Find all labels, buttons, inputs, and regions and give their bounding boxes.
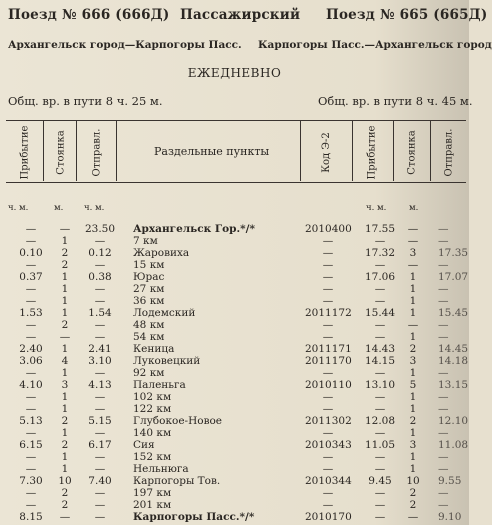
departure-time: — bbox=[94, 511, 106, 523]
stop-minutes: 2 bbox=[61, 487, 69, 499]
return-arrival-time: 17.06 bbox=[364, 271, 396, 283]
return-arrival-time: 12.08 bbox=[364, 415, 396, 427]
return-arrival-time: 11.05 bbox=[364, 439, 396, 451]
unit-label: ч. м. bbox=[366, 203, 387, 213]
station-code: — bbox=[322, 499, 334, 511]
station-code: — bbox=[322, 283, 334, 295]
table-row bbox=[0, 511, 469, 523]
station-code: 2011170 bbox=[305, 355, 352, 367]
stop-minutes: 2 bbox=[61, 247, 69, 259]
departure-time: — bbox=[94, 499, 106, 511]
return-stop-minutes: 1 bbox=[409, 307, 417, 319]
return-arrival-time: — bbox=[374, 367, 386, 379]
arrival-time: — bbox=[25, 463, 37, 475]
stop-minutes: 1 bbox=[61, 427, 69, 439]
train-type: Пассажирский bbox=[180, 7, 301, 23]
col-header-arrival: Прибытие bbox=[19, 125, 31, 179]
arrival-time: 4.10 bbox=[19, 379, 43, 391]
return-stop-minutes: 1 bbox=[409, 271, 417, 283]
table-row bbox=[0, 331, 469, 343]
stop-minutes: 4 bbox=[61, 355, 69, 367]
arrival-time: 0.10 bbox=[19, 247, 43, 259]
station-name: Сия bbox=[133, 439, 155, 451]
col-header-departure: Отправл. bbox=[91, 128, 103, 176]
return-stop-minutes: 1 bbox=[409, 463, 417, 475]
station-name: Кеница bbox=[133, 343, 175, 355]
return-stop-minutes: — bbox=[407, 511, 419, 523]
stop-minutes: 2 bbox=[61, 259, 69, 271]
col-divider bbox=[43, 121, 44, 181]
col-header-stop: Стоянка bbox=[55, 129, 67, 175]
arrival-time: 1.53 bbox=[19, 307, 43, 319]
station-name: 48 км bbox=[133, 319, 165, 331]
table-row bbox=[0, 463, 469, 475]
return-arrival-time: — bbox=[374, 295, 386, 307]
departure-time: 3.10 bbox=[88, 355, 112, 367]
return-stop-minutes: — bbox=[407, 259, 419, 271]
departure-time: — bbox=[94, 283, 106, 295]
stop-minutes: 1 bbox=[61, 295, 69, 307]
header-top-rule bbox=[6, 120, 466, 121]
stop-minutes: 1 bbox=[61, 271, 69, 283]
table-row bbox=[0, 391, 469, 403]
departure-time: 7.40 bbox=[88, 475, 112, 487]
return-stop-minutes: 3 bbox=[409, 247, 417, 259]
return-stop-minutes: 2 bbox=[409, 415, 417, 427]
station-name: Нельнюга bbox=[133, 463, 189, 475]
arrival-time: — bbox=[25, 283, 37, 295]
departure-time: — bbox=[94, 463, 106, 475]
stop-minutes: 1 bbox=[61, 463, 69, 475]
return-stop-minutes: — bbox=[407, 223, 419, 235]
return-arrival-time: — bbox=[374, 487, 386, 499]
return-departure-time: — bbox=[438, 391, 449, 403]
stop-minutes: 1 bbox=[61, 451, 69, 463]
return-departure-time: — bbox=[438, 319, 449, 331]
station-name: Луковецкий bbox=[133, 355, 201, 367]
stop-minutes: 3 bbox=[61, 379, 69, 391]
return-departure-time: — bbox=[438, 331, 449, 343]
arrival-time: — bbox=[25, 403, 37, 415]
station-name: 36 км bbox=[133, 295, 165, 307]
stop-minutes: 2 bbox=[61, 415, 69, 427]
return-departure-time: 14.18 bbox=[438, 355, 469, 367]
return-departure-time: — bbox=[438, 487, 449, 499]
departure-time: — bbox=[94, 295, 106, 307]
departure-time: — bbox=[94, 391, 106, 403]
return-departure-time: — bbox=[438, 427, 449, 439]
station-name: 122 км bbox=[133, 403, 172, 415]
table-row bbox=[0, 283, 469, 295]
return-arrival-time: — bbox=[374, 283, 386, 295]
departure-time: 4.13 bbox=[88, 379, 112, 391]
table-row bbox=[0, 415, 469, 427]
col-divider bbox=[76, 121, 77, 181]
train-right-title: Поезд № 665 (665Д) bbox=[326, 7, 488, 23]
table-row bbox=[0, 403, 469, 415]
table-row bbox=[0, 499, 469, 511]
unit-label: ч. м. bbox=[8, 203, 29, 213]
table-row bbox=[0, 427, 469, 439]
return-departure-time: — bbox=[438, 451, 449, 463]
return-departure-time: 17.35 bbox=[438, 247, 469, 259]
station-name: 102 км bbox=[133, 391, 172, 403]
station-name: Карпогоры Пасс.*/* bbox=[133, 511, 255, 523]
stop-minutes: 1 bbox=[61, 367, 69, 379]
return-stop-minutes: 1 bbox=[409, 295, 417, 307]
return-departure-time: 17.07 bbox=[438, 271, 469, 283]
col-header-stations: Раздельные пункты bbox=[154, 145, 270, 158]
departure-time: — bbox=[94, 331, 106, 343]
arrival-time: — bbox=[25, 235, 37, 247]
return-stop-minutes: 1 bbox=[409, 427, 417, 439]
return-departure-time: — bbox=[438, 367, 449, 379]
station-code: 2010400 bbox=[305, 223, 352, 235]
departure-time: — bbox=[94, 319, 106, 331]
return-departure-time: — bbox=[438, 223, 449, 235]
table-row bbox=[0, 367, 469, 379]
return-arrival-time: 15.44 bbox=[364, 307, 396, 319]
station-name: 7 км bbox=[133, 235, 158, 247]
station-code: 2010343 bbox=[305, 439, 352, 451]
station-code: 2010110 bbox=[305, 379, 352, 391]
train-left-title: Поезд № 666 (666Д) bbox=[8, 7, 170, 23]
table-row bbox=[0, 355, 469, 367]
arrival-time: 6.15 bbox=[19, 439, 43, 451]
arrival-time: — bbox=[25, 487, 37, 499]
return-stop-minutes: 10 bbox=[406, 475, 420, 487]
return-stop-minutes: 2 bbox=[409, 487, 417, 499]
return-departure-time: 9.55 bbox=[438, 475, 462, 487]
return-departure-time: — bbox=[438, 235, 449, 247]
stop-minutes: — bbox=[59, 511, 71, 523]
stop-minutes: 2 bbox=[61, 319, 69, 331]
arrival-time: — bbox=[25, 295, 37, 307]
station-code: — bbox=[322, 235, 334, 247]
return-departure-time: — bbox=[438, 259, 449, 271]
return-arrival-time: — bbox=[374, 403, 386, 415]
return-stop-minutes: 1 bbox=[409, 391, 417, 403]
return-stop-minutes: 1 bbox=[409, 451, 417, 463]
departure-time: 5.15 bbox=[88, 415, 112, 427]
stop-minutes: 1 bbox=[61, 307, 69, 319]
station-code: 2010344 bbox=[305, 475, 352, 487]
return-stop-minutes: 1 bbox=[409, 331, 417, 343]
col-header-arrival-return: Прибытие bbox=[366, 125, 378, 179]
station-code: 2011171 bbox=[305, 343, 352, 355]
table-row bbox=[0, 439, 469, 451]
return-arrival-time: — bbox=[374, 427, 386, 439]
return-departure-time: 14.45 bbox=[438, 343, 469, 355]
col-divider bbox=[393, 121, 394, 181]
station-name: 140 км bbox=[133, 427, 172, 439]
arrival-time: — bbox=[25, 331, 37, 343]
station-code: — bbox=[322, 319, 334, 331]
return-stop-minutes: — bbox=[407, 235, 419, 247]
col-divider bbox=[116, 121, 117, 181]
station-name: Паленьга bbox=[133, 379, 186, 391]
station-code: 2011302 bbox=[305, 415, 352, 427]
table-row bbox=[0, 307, 469, 319]
station-name: Глубокое-Новое bbox=[133, 415, 223, 427]
station-name: 197 км bbox=[133, 487, 172, 499]
table-row bbox=[0, 451, 469, 463]
stop-minutes: 1 bbox=[61, 343, 69, 355]
return-stop-minutes: 2 bbox=[409, 343, 417, 355]
return-arrival-time: 17.32 bbox=[364, 247, 396, 259]
departure-time: 23.50 bbox=[84, 223, 116, 235]
col-divider bbox=[352, 121, 353, 181]
station-code: — bbox=[322, 259, 334, 271]
table-row bbox=[0, 295, 469, 307]
return-arrival-time: — bbox=[374, 235, 386, 247]
arrival-time: — bbox=[25, 427, 37, 439]
station-name: Юрас bbox=[133, 271, 165, 283]
return-departure-time: — bbox=[438, 283, 449, 295]
table-row bbox=[0, 475, 469, 487]
table-row bbox=[0, 319, 469, 331]
table-row bbox=[0, 235, 469, 247]
route-right: Карпогоры Пасс.—Архангельск город bbox=[258, 39, 492, 51]
return-arrival-time: — bbox=[374, 331, 386, 343]
station-code: — bbox=[322, 295, 334, 307]
station-code: — bbox=[322, 271, 334, 283]
return-arrival-time: 14.15 bbox=[364, 355, 396, 367]
departure-time: 6.17 bbox=[88, 439, 112, 451]
departure-time: — bbox=[94, 427, 106, 439]
station-name: 27 км bbox=[133, 283, 165, 295]
return-stop-minutes: 3 bbox=[409, 355, 417, 367]
table-row bbox=[0, 379, 469, 391]
return-departure-time: 15.45 bbox=[438, 307, 469, 319]
col-divider bbox=[300, 121, 301, 181]
unit-label: м. bbox=[54, 203, 64, 213]
return-departure-time: 12.10 bbox=[438, 415, 469, 427]
return-departure-time: — bbox=[438, 295, 449, 307]
station-code: — bbox=[322, 367, 334, 379]
arrival-time: 7.30 bbox=[19, 475, 43, 487]
route-left: Архангельск город—Карпогоры Пасс. bbox=[8, 39, 242, 51]
station-code: — bbox=[322, 247, 334, 259]
station-code: — bbox=[322, 403, 334, 415]
table-row bbox=[0, 223, 469, 235]
stop-minutes: — bbox=[59, 223, 71, 235]
arrival-time: 3.06 bbox=[19, 355, 43, 367]
station-code: — bbox=[322, 391, 334, 403]
station-code: — bbox=[322, 451, 334, 463]
station-name: Жаровиха bbox=[133, 247, 190, 259]
station-code: 2010170 bbox=[305, 511, 352, 523]
station-name: 152 км bbox=[133, 451, 172, 463]
return-arrival-time: — bbox=[374, 259, 386, 271]
return-stop-minutes: 2 bbox=[409, 499, 417, 511]
arrival-time: — bbox=[25, 259, 37, 271]
table-row bbox=[0, 259, 469, 271]
return-arrival-time: — bbox=[374, 451, 386, 463]
arrival-time: — bbox=[25, 367, 37, 379]
station-code: 2011172 bbox=[305, 307, 352, 319]
arrival-time: 0.37 bbox=[19, 271, 43, 283]
stop-minutes: 1 bbox=[61, 283, 69, 295]
travel-time-right: Общ. вр. в пути 8 ч. 45 м. bbox=[318, 94, 473, 108]
return-arrival-time: 17.55 bbox=[364, 223, 396, 235]
return-stop-minutes: 1 bbox=[409, 283, 417, 295]
departure-time: 0.38 bbox=[88, 271, 112, 283]
return-stop-minutes: 5 bbox=[409, 379, 417, 391]
departure-time: — bbox=[94, 367, 106, 379]
table-row bbox=[0, 271, 469, 283]
table-row bbox=[0, 487, 469, 499]
arrival-time: 5.13 bbox=[19, 415, 43, 427]
arrival-time: — bbox=[25, 319, 37, 331]
departure-time: — bbox=[94, 451, 106, 463]
return-arrival-time: — bbox=[374, 319, 386, 331]
station-code: — bbox=[322, 463, 334, 475]
station-code: — bbox=[322, 487, 334, 499]
return-stop-minutes: 1 bbox=[409, 367, 417, 379]
arrival-time: — bbox=[25, 451, 37, 463]
unit-label: ч. м. bbox=[84, 203, 105, 213]
return-departure-time: 13.15 bbox=[438, 379, 469, 391]
station-name: Карпогоры Тов. bbox=[133, 475, 221, 487]
station-name: 54 км bbox=[133, 331, 165, 343]
return-arrival-time: 14.43 bbox=[364, 343, 396, 355]
station-name: 201 км bbox=[133, 499, 172, 511]
station-name: Архангельск Гор.*/* bbox=[133, 223, 255, 235]
arrival-time: — bbox=[25, 391, 37, 403]
departure-time: 2.41 bbox=[88, 343, 112, 355]
station-code: — bbox=[322, 427, 334, 439]
arrival-time: — bbox=[25, 223, 37, 235]
col-divider bbox=[430, 121, 431, 181]
arrival-time: 8.15 bbox=[19, 511, 43, 523]
frequency-label: ЕЖЕДНЕВНО bbox=[187, 66, 282, 80]
stop-minutes: 1 bbox=[61, 235, 69, 247]
stop-minutes: — bbox=[59, 331, 71, 343]
return-arrival-time: — bbox=[374, 391, 386, 403]
table-row bbox=[0, 247, 469, 259]
col-header-code: Код Э-2 bbox=[320, 131, 332, 173]
return-departure-time: — bbox=[438, 403, 449, 415]
departure-time: — bbox=[94, 403, 106, 415]
arrival-time: — bbox=[25, 499, 37, 511]
return-arrival-time: 9.45 bbox=[368, 475, 392, 487]
departure-time: — bbox=[94, 487, 106, 499]
return-departure-time: — bbox=[438, 499, 449, 511]
departure-time: — bbox=[94, 259, 106, 271]
station-name: Лодемский bbox=[133, 307, 196, 319]
return-departure-time: 11.08 bbox=[438, 439, 469, 451]
return-arrival-time: — bbox=[374, 463, 386, 475]
stop-minutes: 1 bbox=[61, 403, 69, 415]
stop-minutes: 10 bbox=[58, 475, 72, 487]
return-stop-minutes: 1 bbox=[409, 403, 417, 415]
return-arrival-time: 13.10 bbox=[364, 379, 396, 391]
departure-time: — bbox=[94, 235, 106, 247]
return-stop-minutes: — bbox=[407, 319, 419, 331]
station-name: 15 км bbox=[133, 259, 165, 271]
col-header-stop-return: Стоянка bbox=[406, 129, 418, 175]
return-departure-time: — bbox=[438, 463, 449, 475]
header-bottom-rule bbox=[6, 182, 466, 183]
stop-minutes: 2 bbox=[61, 439, 69, 451]
table-row bbox=[0, 343, 469, 355]
station-name: 92 км bbox=[133, 367, 165, 379]
stop-minutes: 2 bbox=[61, 499, 69, 511]
departure-time: 0.12 bbox=[88, 247, 112, 259]
return-arrival-time: — bbox=[374, 511, 386, 523]
arrival-time: 2.40 bbox=[19, 343, 43, 355]
return-stop-minutes: 3 bbox=[409, 439, 417, 451]
unit-label: м. bbox=[409, 203, 419, 213]
departure-time: 1.54 bbox=[88, 307, 112, 319]
stop-minutes: 1 bbox=[61, 391, 69, 403]
return-arrival-time: — bbox=[374, 499, 386, 511]
travel-time-left: Общ. вр. в пути 8 ч. 25 м. bbox=[8, 94, 163, 108]
col-header-departure-return: Отправл. bbox=[443, 128, 455, 176]
station-code: — bbox=[322, 331, 334, 343]
return-departure-time: 9.10 bbox=[438, 511, 462, 523]
